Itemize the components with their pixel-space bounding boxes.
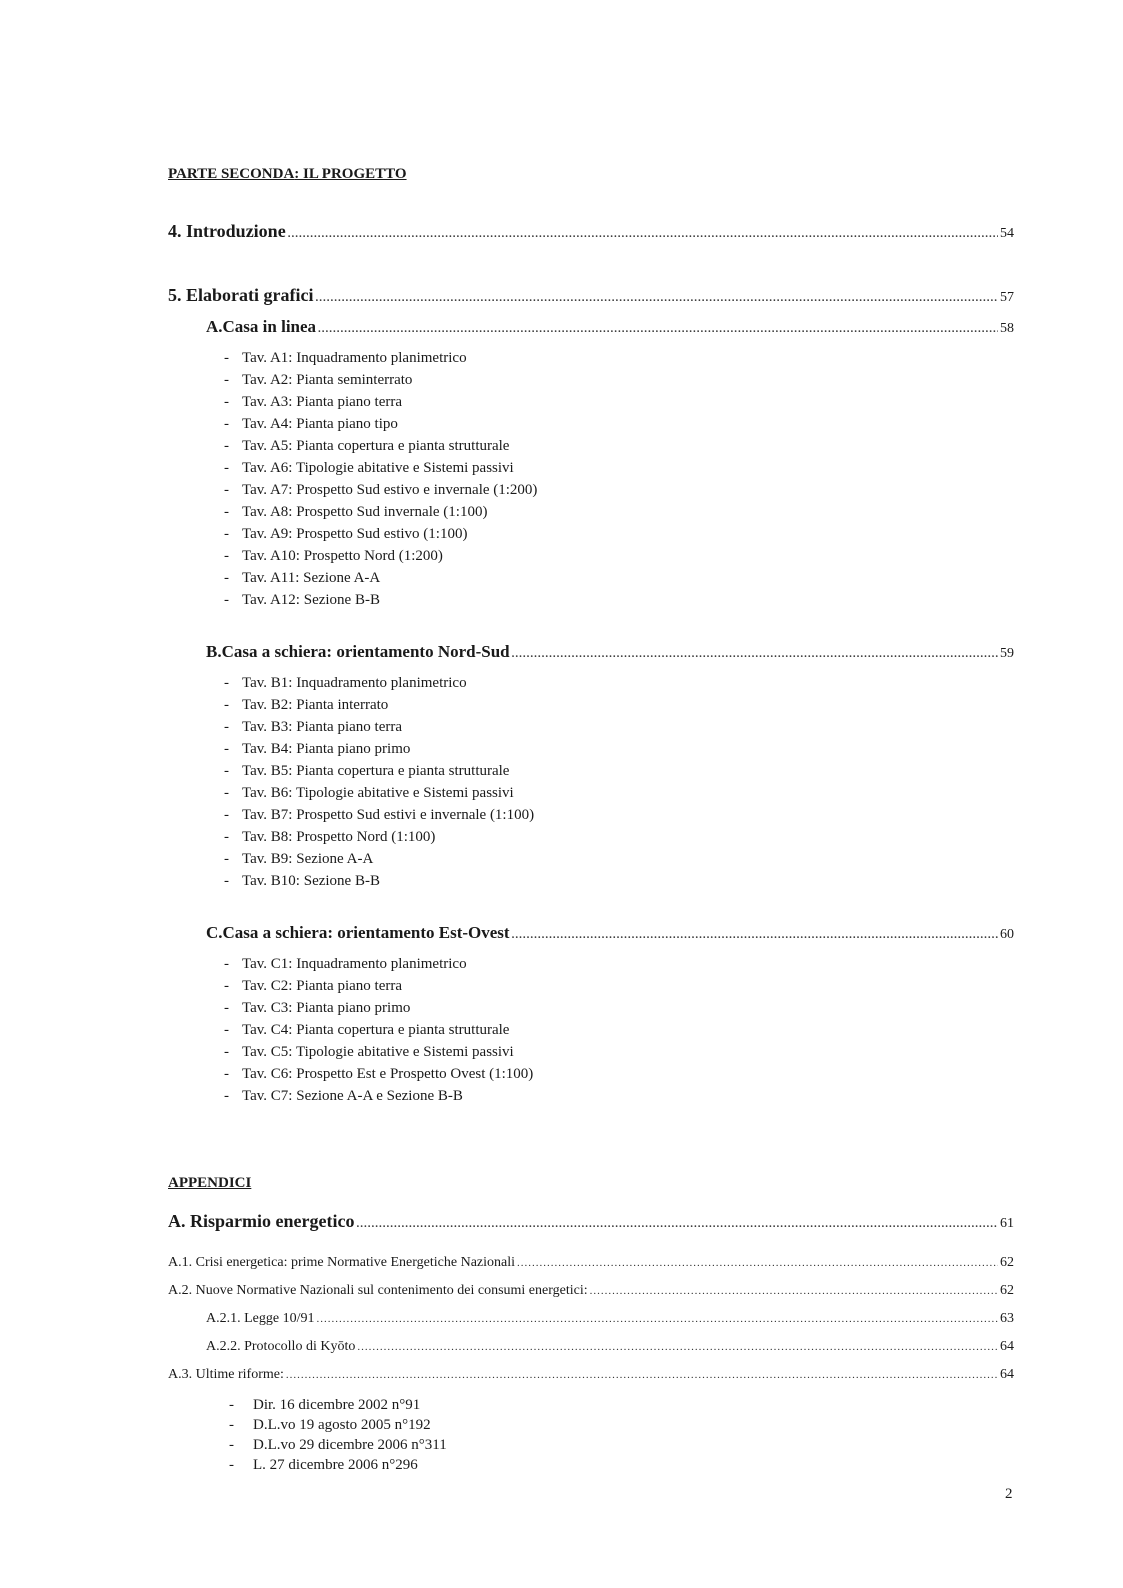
page-number: 2 bbox=[1005, 1486, 1013, 1502]
toc-label: A.Casa in linea bbox=[206, 317, 317, 336]
toc-entry-a21[interactable] bbox=[206, 1311, 1014, 1327]
toc-entry-elaborati-grafici[interactable] bbox=[168, 285, 1014, 306]
list-item: - Tav. A9: Prospetto Sud estivo (1:100) bbox=[224, 526, 468, 542]
toc-entry-a22[interactable] bbox=[206, 1339, 1014, 1355]
toc-page: 57 bbox=[1000, 290, 1014, 305]
toc-entry-section-a[interactable] bbox=[206, 317, 1014, 337]
dot-leader bbox=[590, 1283, 998, 1297]
law-list bbox=[229, 1395, 447, 1475]
dot-leader bbox=[318, 317, 998, 334]
toc-label: A.3. Ultime riforme: bbox=[168, 1367, 284, 1382]
toc-page: 60 bbox=[1000, 927, 1014, 942]
dot-leader bbox=[315, 285, 998, 303]
list-item: - Dir. 16 dicembre 2002 n°91 bbox=[229, 1397, 421, 1413]
toc-page: 59 bbox=[1000, 646, 1014, 661]
toc-label: B.Casa a schiera: orientamento Nord-Sud bbox=[206, 642, 510, 661]
section-b-items bbox=[224, 672, 534, 892]
list-item: - Tav. B10: Sezione B-B bbox=[224, 873, 380, 889]
list-item: - D.L.vo 19 agosto 2005 n°192 bbox=[229, 1417, 431, 1433]
list-item: - Tav. C2: Pianta piano terra bbox=[224, 978, 403, 994]
list-item: - Tav. A12: Sezione B-B bbox=[224, 592, 380, 608]
list-item: - Tav. C7: Sezione A-A e Sezione B-B bbox=[224, 1088, 463, 1104]
list-item: - Tav. C4: Pianta copertura e pianta strutturale bbox=[224, 1022, 510, 1038]
list-item: - Tav. A5: Pianta copertura e pianta strutturale bbox=[224, 438, 510, 454]
toc-page: 62 bbox=[1000, 1255, 1014, 1270]
part-heading bbox=[168, 166, 407, 183]
list-item: - Tav. B3: Pianta piano terra bbox=[224, 719, 403, 735]
list-item: - Tav. C6: Prospetto Est e Prospetto Ovest (1:100) bbox=[224, 1066, 534, 1082]
dot-leader bbox=[356, 1211, 998, 1229]
dot-leader bbox=[512, 642, 998, 659]
toc-entry-section-b[interactable] bbox=[206, 642, 1014, 662]
dot-leader bbox=[512, 923, 998, 940]
list-item: - Tav. C3: Pianta piano primo bbox=[224, 1000, 411, 1016]
list-item: - Tav. A10: Prospetto Nord (1:200) bbox=[224, 548, 443, 564]
list-item: - D.L.vo 29 dicembre 2006 n°311 bbox=[229, 1437, 447, 1453]
toc-page: 63 bbox=[1000, 1311, 1014, 1326]
toc-entry-a1[interactable] bbox=[168, 1255, 1014, 1271]
toc-label: 4. Introduzione bbox=[168, 221, 286, 241]
toc-label: A. Risparmio energetico bbox=[168, 1211, 355, 1231]
part-heading-underlined: PARTE SECONDA bbox=[168, 166, 295, 182]
dot-leader bbox=[357, 1339, 998, 1353]
list-item: - Tav. A11: Sezione A-A bbox=[224, 570, 381, 586]
toc-page: 58 bbox=[1000, 321, 1014, 336]
list-item: - Tav. B4: Pianta piano primo bbox=[224, 741, 411, 757]
list-item: - Tav. A3: Pianta piano terra bbox=[224, 394, 403, 410]
toc-page: 64 bbox=[1000, 1339, 1014, 1354]
list-item: - Tav. B8: Prospetto Nord (1:100) bbox=[224, 829, 436, 845]
dot-leader bbox=[286, 1367, 998, 1381]
list-item: - L. 27 dicembre 2006 n°296 bbox=[229, 1457, 418, 1473]
toc-label: A.2.2. Protocollo di Kyōto bbox=[206, 1339, 356, 1354]
list-item: - Tav. B1: Inquadramento planimetrico bbox=[224, 675, 467, 691]
toc-label: A.2.1. Legge 10/91 bbox=[206, 1311, 315, 1326]
appendix-heading: APPENDICI bbox=[168, 1175, 252, 1191]
list-item: - Tav. A6: Tipologie abitative e Sistemi passivi bbox=[224, 460, 514, 476]
toc-page: 64 bbox=[1000, 1367, 1014, 1382]
toc-page: 61 bbox=[1000, 1216, 1014, 1231]
section-c-items bbox=[224, 953, 533, 1107]
list-item: - Tav. A4: Pianta piano tipo bbox=[224, 416, 398, 432]
list-item: - Tav. C5: Tipologie abitative e Sistemi passivi bbox=[224, 1044, 514, 1060]
section-a-items bbox=[224, 347, 537, 611]
part-heading-rest: : IL PROGETTO bbox=[294, 166, 407, 182]
toc-entry-a2[interactable] bbox=[168, 1283, 1014, 1299]
toc-label: A.1. Crisi energetica: prime Normative Energetiche Nazionali bbox=[168, 1255, 516, 1270]
list-item: - Tav. B7: Prospetto Sud estivi e invernale (1:100) bbox=[224, 807, 535, 823]
list-item: - Tav. B2: Pianta interrato bbox=[224, 697, 389, 713]
list-item: - Tav. A7: Prospetto Sud estivo e invernale (1:200) bbox=[224, 482, 538, 498]
toc-entry-section-c[interactable] bbox=[206, 923, 1014, 943]
toc-entry-risparmio-energetico[interactable] bbox=[168, 1211, 1014, 1232]
list-item: - Tav. C1: Inquadramento planimetrico bbox=[224, 956, 467, 972]
list-item: - Tav. A1: Inquadramento planimetrico bbox=[224, 350, 467, 366]
toc-page: 54 bbox=[1000, 226, 1014, 241]
list-item: - Tav. B9: Sezione A-A bbox=[224, 851, 374, 867]
toc-page: 62 bbox=[1000, 1283, 1014, 1298]
list-item: - Tav. A8: Prospetto Sud invernale (1:100) bbox=[224, 504, 488, 520]
dot-leader bbox=[517, 1255, 998, 1269]
list-item: - Tav. B6: Tipologie abitative e Sistemi passivi bbox=[224, 785, 514, 801]
toc-entry-introduzione[interactable] bbox=[168, 221, 1014, 242]
toc-entry-a3[interactable] bbox=[168, 1367, 1014, 1383]
toc-label: A.2. Nuove Normative Nazionali sul contenimento dei consumi energetici: bbox=[168, 1283, 588, 1298]
dot-leader bbox=[316, 1311, 998, 1325]
toc-label: 5. Elaborati grafici bbox=[168, 285, 314, 305]
toc-label: C.Casa a schiera: orientamento Est-Ovest bbox=[206, 923, 510, 942]
list-item: - Tav. A2: Pianta seminterrato bbox=[224, 372, 413, 388]
list-item: - Tav. B5: Pianta copertura e pianta strutturale bbox=[224, 763, 510, 779]
dot-leader bbox=[288, 221, 998, 239]
